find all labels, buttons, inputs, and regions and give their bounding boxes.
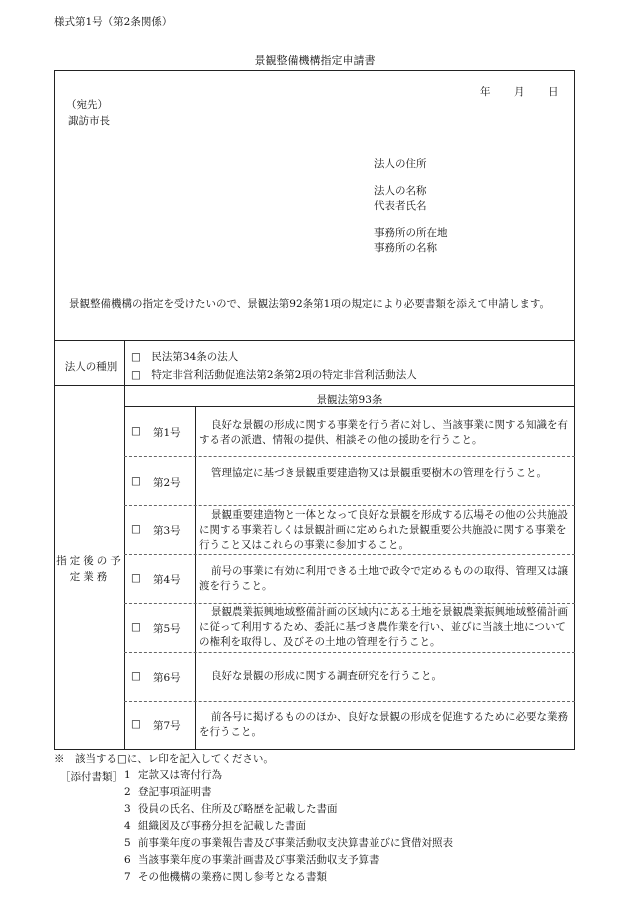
- corp-address-label: 法人の住所: [374, 158, 427, 170]
- corp-name-label: 法人の名称: [374, 185, 427, 197]
- attachment-number: 4: [124, 820, 131, 832]
- addressee-prefix: （宛先）: [66, 99, 108, 111]
- corp-type-option-npo[interactable]: □ 特定非営利活動促進法第2条第2項の特定非営利活動法人: [131, 369, 417, 381]
- duty-item-number: 第6号: [153, 672, 181, 684]
- attachment-number: 7: [124, 871, 131, 883]
- attachment-text: 役員の氏名、住所及び略歴を記載した書面: [138, 803, 338, 815]
- attachment-number: 5: [124, 837, 131, 849]
- document-title: 景観整備機構指定申請書: [254, 54, 376, 67]
- instruction-note: ※ 該当する□に、レ印を記入してください。: [54, 753, 274, 765]
- duty-item-number: 第2号: [153, 477, 181, 489]
- divider-line: [54, 385, 575, 386]
- attachment-item: [124, 835, 453, 851]
- duty-checkbox-1[interactable]: □: [131, 425, 141, 437]
- column-divider: [195, 406, 196, 750]
- duty-item-description: 良好な景観の形成に関する事業を行う者に対し、当該事業に関する知識を有する者の派遣、情報の提供、相談その他の援助を行うこと。: [199, 419, 568, 446]
- date-year-label: 年: [480, 86, 491, 98]
- attachment-item: [124, 767, 222, 783]
- row-divider: [124, 652, 575, 653]
- corp-type-label: 法人の種別: [64, 361, 118, 373]
- duty-checkbox-7[interactable]: □: [131, 718, 141, 730]
- duty-item-description: 良好な景観の形成に関する調査研究を行うこと。: [211, 670, 442, 682]
- duty-item-description: 景観重要建造物と一体となって良好な景観を形成する広場その他の公共施設に関する事業若しくは景観計画に定められた景観重要公共施設に関する事業を行うこと又はこれらの事業に参加すること。: [199, 509, 568, 551]
- duty-checkbox-2[interactable]: □: [131, 475, 141, 487]
- duty-item-number: 第1号: [153, 427, 181, 439]
- addressee-block: [66, 97, 110, 129]
- duty-item-description: 前号の事業に有効に利用できる土地で政令で定めるものの取得、管理又は譲渡を行うこと。: [199, 565, 568, 592]
- addressee-name: 諏訪市長: [68, 115, 110, 127]
- duty-checkbox-6[interactable]: □: [131, 670, 141, 682]
- attachment-item: [124, 818, 306, 834]
- duty-checkbox-4[interactable]: □: [131, 572, 141, 584]
- date-day-label: 日: [548, 86, 559, 98]
- attachment-text: 前事業年度の事業報告書及び事業活動収支決算書並びに貸借対照表: [138, 837, 453, 849]
- duty-item-description: 前各号に掲げるもののほか、良好な景観の形成を促進するために必要な業務を行うこと。: [199, 711, 568, 738]
- duty-checkbox-3[interactable]: □: [131, 523, 141, 535]
- form-number-label: 様式第1号（第2条関係）: [54, 16, 173, 28]
- duty-item-number: 第5号: [153, 623, 181, 635]
- attachment-number: 2: [124, 786, 131, 798]
- attachment-item: [124, 852, 380, 868]
- law-article-header: 景観法第93条: [316, 394, 383, 406]
- representative-label: 代表者氏名: [374, 200, 427, 212]
- attachments-label: ［添付書類］: [60, 771, 123, 783]
- date-month-label: 月: [514, 86, 525, 98]
- row-divider: [124, 603, 575, 604]
- divider-line: [54, 340, 575, 341]
- office-name-label: 事務所の名称: [374, 242, 437, 254]
- duty-item-description: 景観農業振興地域整備計画の区域内にある土地を景観農業振興地域整備計画に従って利用するため、委託に基づき農作業を行い、並びに当該土地についての権利を取得し、及びその土地の管理を行うこと。: [199, 606, 568, 648]
- office-address-label: 事務所の所在地: [374, 227, 448, 239]
- attachment-text: 登記事項証明書: [138, 786, 212, 798]
- attachment-text: 当該事業年度の事業計画書及び事業活動収支予算書: [138, 854, 380, 866]
- duty-item-description: 管理協定に基づき景観重要建造物又は景観重要樹木の管理を行うこと。: [211, 467, 547, 479]
- row-divider: [124, 701, 575, 702]
- attachment-item: [124, 869, 327, 885]
- applicant-block: [374, 157, 448, 256]
- duty-item-number: 第4号: [153, 574, 181, 586]
- duty-item-number: 第7号: [153, 720, 181, 732]
- planned-duties-label: 指定後の予定業務: [56, 555, 124, 583]
- attachment-item: [124, 801, 338, 817]
- attachment-text: 組織図及び事務分担を記載した書面: [138, 820, 306, 832]
- attachment-number: 1: [124, 769, 131, 781]
- attachment-text: その他機構の業務に関し参考となる書類: [138, 871, 327, 883]
- row-divider: [124, 554, 575, 555]
- duty-checkbox-5[interactable]: □: [131, 621, 141, 633]
- attachment-number: 3: [124, 803, 131, 815]
- row-divider: [124, 456, 575, 457]
- row-divider: [124, 505, 575, 506]
- attachment-item: [124, 784, 212, 800]
- duty-item-number: 第3号: [153, 525, 181, 537]
- corp-type-option-civil-code[interactable]: □ 民法第34条の法人: [131, 351, 239, 363]
- attachment-number: 6: [124, 854, 131, 866]
- attachment-text: 定款又は寄付行為: [138, 769, 222, 781]
- application-statement: 景観整備機構の指定を受けたいので、景観法第92条第1項の規定により必要書類を添えて申請します。: [69, 298, 550, 310]
